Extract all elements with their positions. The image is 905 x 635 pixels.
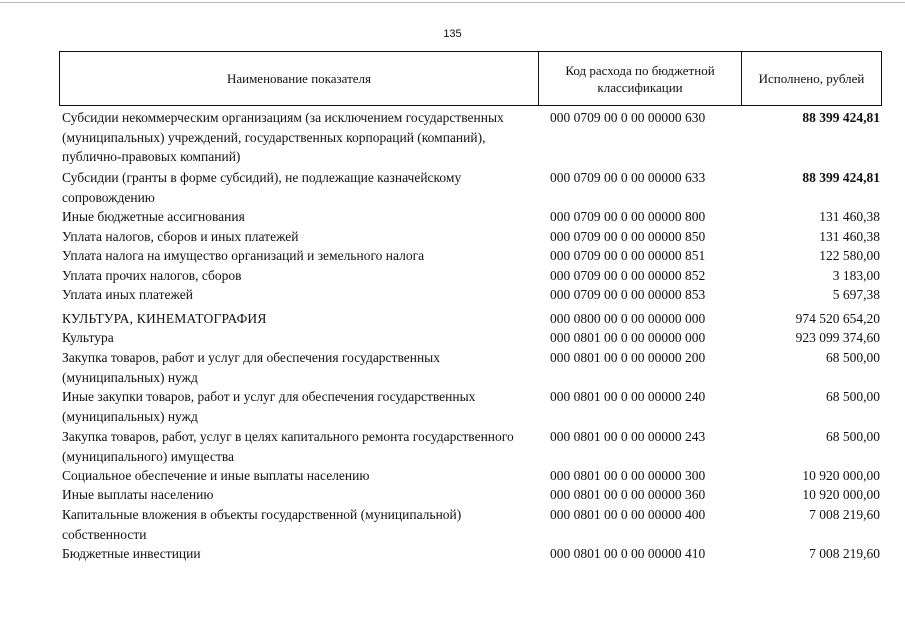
- row-name: Закупка товаров, работ, услуг в целях капитального ремонта государственного (муниципального) имущества: [62, 429, 514, 464]
- row-code: 000 0801 00 0 00 00000 410: [550, 546, 706, 561]
- scan-top-edge: [0, 2, 905, 3]
- row-code: 000 0801 00 0 00 00000 240: [550, 389, 706, 404]
- row-code: 000 0709 00 0 00 00000 852: [550, 268, 706, 283]
- row-name: КУЛЬТУРА, КИНЕМАТОГРАФИЯ: [62, 311, 267, 326]
- row-name: Иные бюджетные ассигнования: [62, 209, 245, 224]
- row-code: 000 0801 00 0 00 00000 400: [550, 507, 706, 522]
- row-value: 10 920 000,00: [802, 468, 880, 483]
- row-name: Иные закупки товаров, работ и услуг для обеспечения государственных (муниципальных) нужд: [62, 389, 476, 424]
- row-name: Уплата иных платежей: [62, 287, 193, 302]
- row-value: 3 183,00: [832, 268, 880, 283]
- row-name: Культура: [62, 330, 114, 345]
- header-value-column: Исполнено, рублей: [758, 71, 865, 86]
- row-value: 7 008 219,60: [809, 507, 880, 522]
- row-name: Субсидии некоммерческим организациям (за исключением государственных (муниципальных) учреждений, государственных корпораций (компаний), публично-правовых компаний): [62, 110, 504, 164]
- row-name: Социальное обеспечение и иные выплаты населению: [62, 468, 370, 483]
- row-value: 88 399 424,81: [802, 170, 880, 185]
- row-code: 000 0800 00 0 00 00000 000: [550, 311, 706, 326]
- row-value: 974 520 654,20: [795, 311, 880, 326]
- page-number: 135: [443, 28, 462, 40]
- row-code: 000 0709 00 0 00 00000 853: [550, 287, 706, 302]
- row-name: Уплата прочих налогов, сборов: [62, 268, 242, 283]
- row-value: 131 460,38: [819, 229, 880, 244]
- row-value: 7 008 219,60: [809, 546, 880, 561]
- header-name-column: Наименование показателя: [60, 52, 539, 105]
- header-code-column: Код расхода по бюджетной классификации: [539, 52, 742, 105]
- row-name: Закупка товаров, работ и услуг для обеспечения государственных (муниципальных) нужд: [62, 350, 441, 385]
- row-code: 000 0709 00 0 00 00000 630: [550, 110, 706, 125]
- row-value: 923 099 374,60: [795, 330, 880, 345]
- row-value: 68 500,00: [826, 429, 880, 444]
- row-code: 000 0709 00 0 00 00000 851: [550, 248, 706, 263]
- row-value: 88 399 424,81: [802, 110, 880, 125]
- row-name: Уплата налогов, сборов и иных платежей: [62, 229, 299, 244]
- row-name: Субсидии (гранты в форме субсидий), не подлежащие казначейскому сопровождению: [62, 170, 462, 205]
- row-value: 68 500,00: [826, 350, 880, 365]
- row-value: 122 580,00: [819, 248, 880, 263]
- row-name: Бюджетные инвестиции: [62, 546, 201, 561]
- table-header: [59, 51, 882, 106]
- row-code: 000 0801 00 0 00 00000 000: [550, 330, 706, 345]
- row-name: Капитальные вложения в объекты государственной (муниципальной) собственности: [62, 507, 462, 542]
- row-value: 5 697,38: [832, 287, 880, 302]
- row-name: Иные выплаты населению: [62, 487, 214, 502]
- row-code: 000 0801 00 0 00 00000 360: [550, 487, 706, 502]
- row-name: Уплата налога на имущество организаций и земельного налога: [62, 248, 425, 263]
- row-code: 000 0709 00 0 00 00000 800: [550, 209, 706, 224]
- row-code: 000 0709 00 0 00 00000 850: [550, 229, 706, 244]
- row-code: 000 0801 00 0 00 00000 300: [550, 468, 706, 483]
- row-code: 000 0801 00 0 00 00000 243: [550, 429, 706, 444]
- row-code: 000 0801 00 0 00 00000 200: [550, 350, 706, 365]
- row-value: 10 920 000,00: [802, 487, 880, 502]
- row-value: 68 500,00: [826, 389, 880, 404]
- row-value: 131 460,38: [819, 209, 880, 224]
- row-code: 000 0709 00 0 00 00000 633: [550, 170, 706, 185]
